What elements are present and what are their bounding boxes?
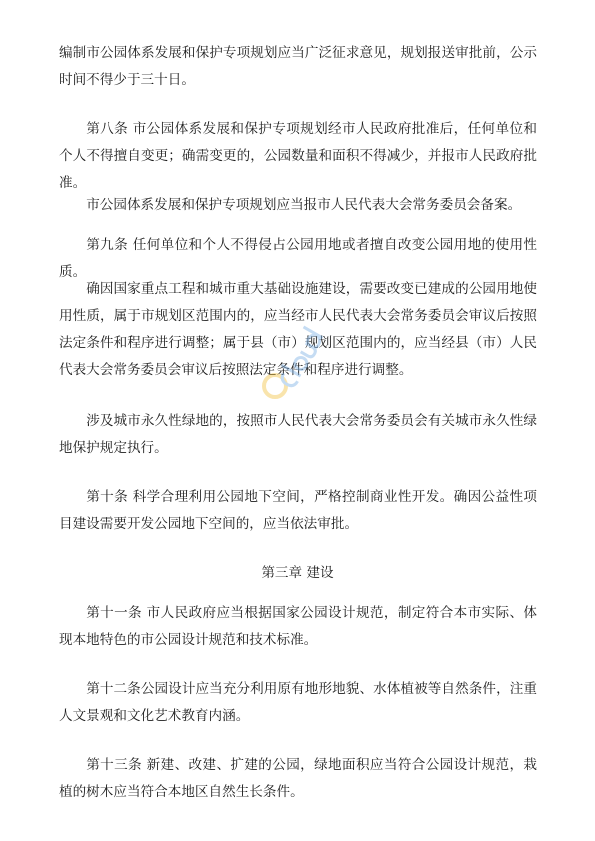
paragraph-article-13 bbox=[59, 752, 537, 806]
paragraph-text: 市公园体系发展和保护专项规划应当报市人民代表大会常务委员会备案。 bbox=[86, 197, 522, 213]
paragraph-article-12 bbox=[59, 676, 537, 730]
paragraph-text: 编制市公园体系发展和保护专项规划应当广泛征求意见，规划报送审批前，公示时间不得少于三十日。 bbox=[59, 45, 537, 88]
watermark-logo-icon bbox=[255, 318, 345, 408]
paragraph-filing bbox=[59, 192, 537, 219]
paragraph-permanent-green bbox=[59, 408, 537, 462]
paragraph-public-comment bbox=[59, 40, 537, 94]
paragraph-text: 第十三条 新建、改建、扩建的公园，绿地面积应当符合公园设计规范，栽植的树木应当符合本地区自然生长条件。 bbox=[59, 757, 537, 800]
paragraph-text: 第十条 科学合理利用公园地下空间，严格控制商业性开发。确因公益性项目建设需要开发公园地下空间的，应当依法审批。 bbox=[59, 489, 537, 532]
paragraph-article-10 bbox=[59, 484, 537, 538]
paragraph-text: 第十一条 市人民政府应当根据国家公园设计规范，制定符合本市实际、体现本地特色的市公园设计规范和技术标准。 bbox=[59, 605, 537, 648]
watermark-wordmark-icon bbox=[275, 327, 324, 389]
paragraph-text: 第十二条公园设计应当充分利用原有地形地貌、水体植被等自然条件，注重人文景观和文化艺术教育内涵。 bbox=[59, 681, 537, 724]
chapter-title: 第三章 建设 bbox=[261, 565, 334, 581]
paragraph-text: 第九条 任何单位和个人不得侵占公园用地或者擅自改变公园用地的使用性质。 bbox=[59, 237, 537, 280]
paragraph-text: 涉及城市永久性绿地的，按照市人民代表大会常务委员会有关城市永久性绿地保护规定执行。 bbox=[59, 413, 537, 456]
paragraph-article-11 bbox=[59, 600, 537, 654]
chapter-heading bbox=[0, 560, 595, 587]
paragraph-text: 第八条 市公园体系发展和保护专项规划经市人民政府批准后，任何单位和个人不得擅自变更；确需变更的，公园数量和面积不得减少，并报市人民政府批准。 bbox=[59, 121, 537, 191]
paragraph-text: 确因国家重点工程和城市重大基础设施建设，需要改变已建成的公园用地使用性质，属于市规划区范围内的，应当经市人民代表大会常务委员会审议后按照法定条件和程序进行调整；属于县（市）规划区范围内的，应当经县（市）人民代表大会常务委员会审议后按照法定条件和程序进行调整。 bbox=[59, 281, 537, 378]
paragraph-article-8 bbox=[59, 116, 537, 197]
